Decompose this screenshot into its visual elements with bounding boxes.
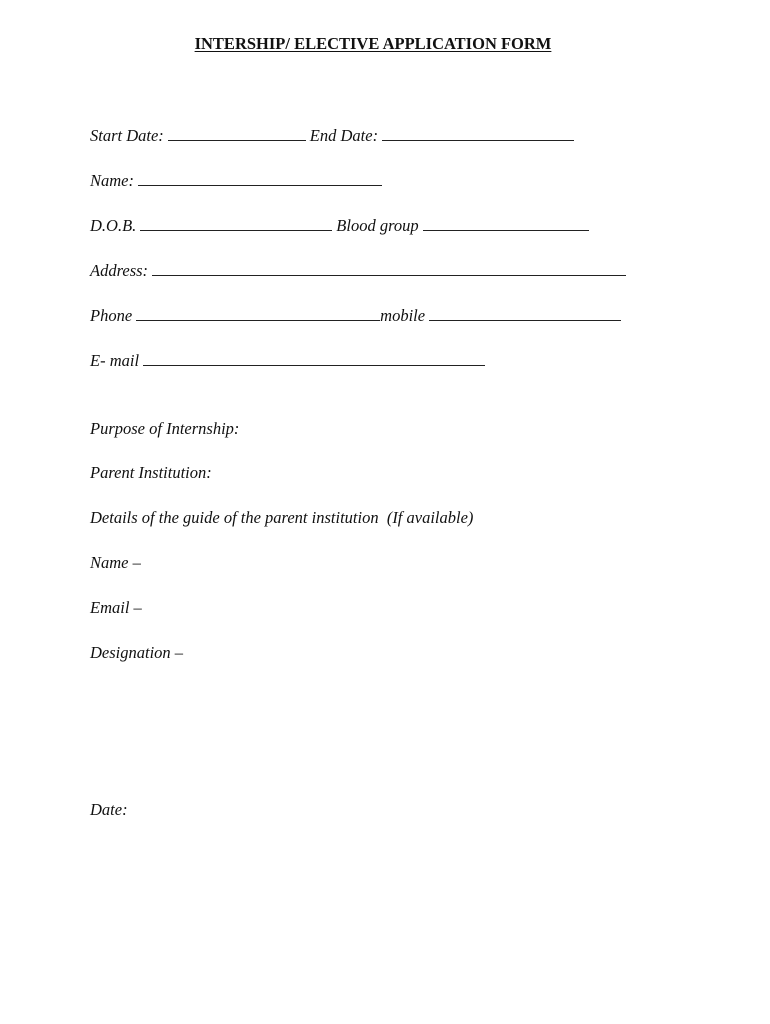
blood-group-label: Blood group	[336, 216, 419, 235]
mobile-field[interactable]	[429, 319, 621, 321]
guide-name-row	[90, 553, 141, 573]
phone-label: Phone	[90, 306, 133, 325]
phone-field[interactable]	[136, 319, 380, 321]
purpose-row	[90, 419, 239, 439]
guide-email-label: Email –	[90, 598, 142, 617]
guide-email-row	[90, 598, 142, 618]
dob-label: D.O.B.	[90, 216, 137, 235]
dob-field[interactable]	[140, 229, 332, 231]
mobile-label: mobile	[380, 306, 426, 325]
guide-designation-label: Designation –	[90, 643, 184, 662]
phone-mobile-row	[90, 306, 625, 326]
email-row	[90, 351, 489, 371]
parent-institution-row	[90, 463, 212, 483]
name-label: Name:	[90, 171, 134, 190]
address-row	[90, 261, 630, 281]
guide-designation-row	[90, 643, 183, 663]
name-row	[90, 171, 386, 191]
parent-institution-label: Parent Institution:	[90, 463, 212, 482]
end-date-field[interactable]	[382, 139, 574, 141]
start-date-field[interactable]	[168, 139, 306, 141]
date-range-row	[90, 126, 578, 146]
end-date-label: End Date:	[309, 126, 379, 145]
email-label: E- mail	[90, 351, 140, 370]
name-field[interactable]	[138, 184, 382, 186]
email-field[interactable]	[143, 364, 485, 366]
guide-details-row	[90, 508, 473, 528]
blood-group-field[interactable]	[423, 229, 589, 231]
address-field[interactable]	[152, 274, 626, 276]
guide-name-label: Name –	[90, 553, 141, 572]
address-label: Address:	[90, 261, 149, 280]
form-title: INTERSHIP/ ELECTIVE APPLICATION FORM	[194, 34, 552, 53]
date-label: Date:	[90, 800, 128, 819]
date-row	[90, 800, 128, 820]
dob-blood-row	[90, 216, 593, 236]
guide-details-label: Details of the guide of the parent institution (If available)	[90, 508, 474, 527]
start-date-label: Start Date:	[90, 126, 164, 145]
purpose-label: Purpose of Internship:	[90, 419, 240, 438]
